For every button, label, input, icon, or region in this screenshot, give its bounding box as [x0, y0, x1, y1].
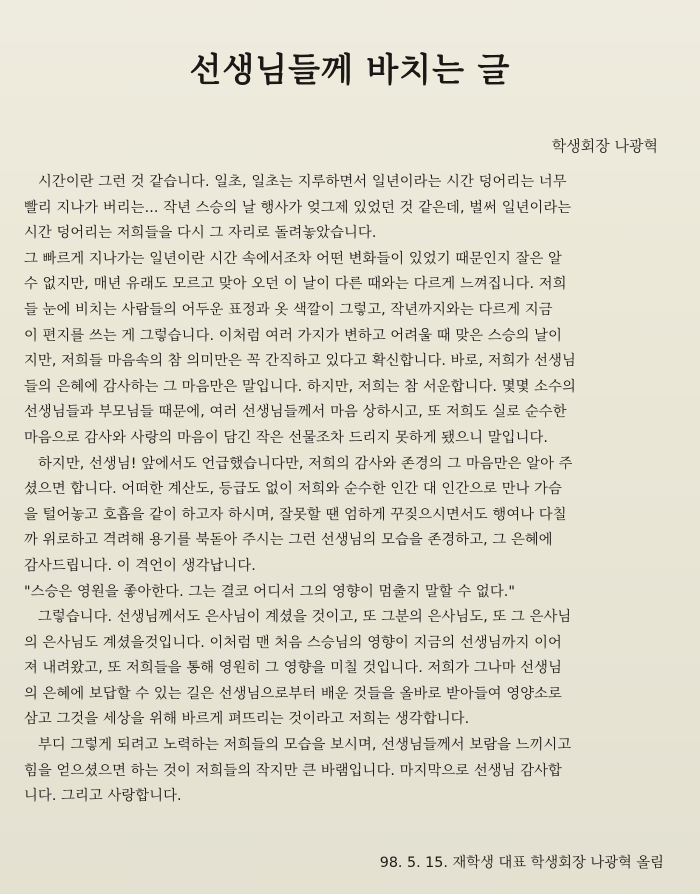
body-line: 감사드립니다. 이 격언이 생각납니다.	[24, 557, 256, 574]
body-line: 빨리 지나가 버리는... 작년 스승의 날 행사가 엊그제 있었던 것 같은데, 벌써 일년이라는	[24, 199, 572, 216]
body-line: 수 없지만, 매년 유래도 모르고 맞아 오던 이 날이 다른 때와는 다르게 느껴집니다. 저희	[24, 276, 567, 293]
body-line: 지만, 저희들 마음속의 참 의미만은 꼭 간직하고 있다고 확신합니다. 바로, 저희가 선생님	[24, 353, 576, 370]
body-line: 의 은사님도 계셨을것입니다. 이처럼 맨 처음 스승님의 영향이 지금의 선생님까지 이어	[24, 634, 562, 651]
signature-line: 98. 5. 15. 재학생 대표 학생회장 나광혁 올림	[379, 855, 664, 871]
body-line: 의 은혜에 보답할 수 있는 길은 선생님으로부터 배운 것들을 올바로 받아들여 영양소로	[24, 685, 562, 702]
body-line: 삼고 그것을 세상을 위해 바르게 펴뜨리는 것이라고 저희는 생각합니다.	[24, 711, 470, 728]
body-line: 셨으면 합니다. 어떠한 계산도, 등급도 없이 저희와 순수한 인간 대 인간으로 만나 가슴	[24, 481, 562, 498]
body-line: 니다. 그리고 사랑합니다.	[24, 788, 182, 805]
body-line: 시간 덩어리는 저희들을 다시 그 자리로 돌려놓았습니다.	[24, 225, 377, 242]
body-line: 들의 은혜에 감사하는 그 마음만은 말입니다. 하지만, 저희는 참 서운합니다. 몇몇 소수의	[24, 378, 576, 395]
body-line: 들 눈에 비치는 사람들의 어두운 표정과 옷 색깔이 그렇고, 작년까지와는 다르게 지금	[24, 301, 553, 318]
body-line: 선생님들과 부모님들 때문에, 여러 선생님들께서 마음 상하시고, 또 저희도 실로 순수한	[24, 404, 567, 421]
body-line: 그렇습니다. 선생님께서도 은사님이 계셨을 것이고, 또 그분의 은사님도, 또 그 은사님	[38, 609, 572, 626]
author-line: 학생회장 나광혁	[551, 137, 658, 155]
body-line: "스승은 영원을 좋아한다. 그는 결코 어디서 그의 영향이 멈출지 말할 수 없다."	[24, 583, 516, 600]
body-line: 이 편지를 쓰는 게 그렇습니다. 이처럼 여러 가지가 변하고 어려울 때 맞은 스승의 날이	[24, 327, 562, 344]
body-line: 시간이란 그런 것 같습니다. 일초, 일초는 지루하면서 일년이라는 시간 덩어리는 너무	[38, 174, 567, 190]
body-line: 부디 그렇게 되려고 노력하는 저희들의 모습을 보시며, 선생님들께서 보람을 느끼시고	[38, 737, 572, 754]
letter-body	[24, 170, 674, 810]
body-line: 하지만, 선생님! 앞에서도 언급했습니다만, 저희의 감사와 존경의 그 마음만은 알아 주	[38, 455, 573, 472]
body-line: 까 위로하고 격려해 용기를 북돋아 주시는 그런 선생님의 모습을 존경하고, 그 은혜에	[24, 532, 553, 549]
body-line: 마음으로 감사와 사랑의 마음이 담긴 작은 선물조차 드리지 못하게 됐으니 말입니다.	[24, 429, 549, 446]
body-line: 힘을 얻으셨으면 하는 것이 저희들의 작지만 큰 바램입니다. 마지막으로 선생님 감사합	[24, 762, 562, 779]
body-line: 져 내려왔고, 또 저희들을 통해 영원히 그 영향을 미칠 것입니다. 저희가 그나마 선생님	[24, 660, 562, 677]
body-line: 을 털어놓고 호흡을 같이 하고자 하시며, 잘못할 땐 엄하게 꾸짖으시면서도 행여나 다칠	[24, 506, 567, 523]
body-line: 그 빠르게 지나가는 일년이란 시간 속에서조차 어떤 변화들이 있었기 때문인지 잘은 알	[24, 250, 562, 267]
page-title: 선생님들께 바치는 글	[189, 50, 511, 89]
